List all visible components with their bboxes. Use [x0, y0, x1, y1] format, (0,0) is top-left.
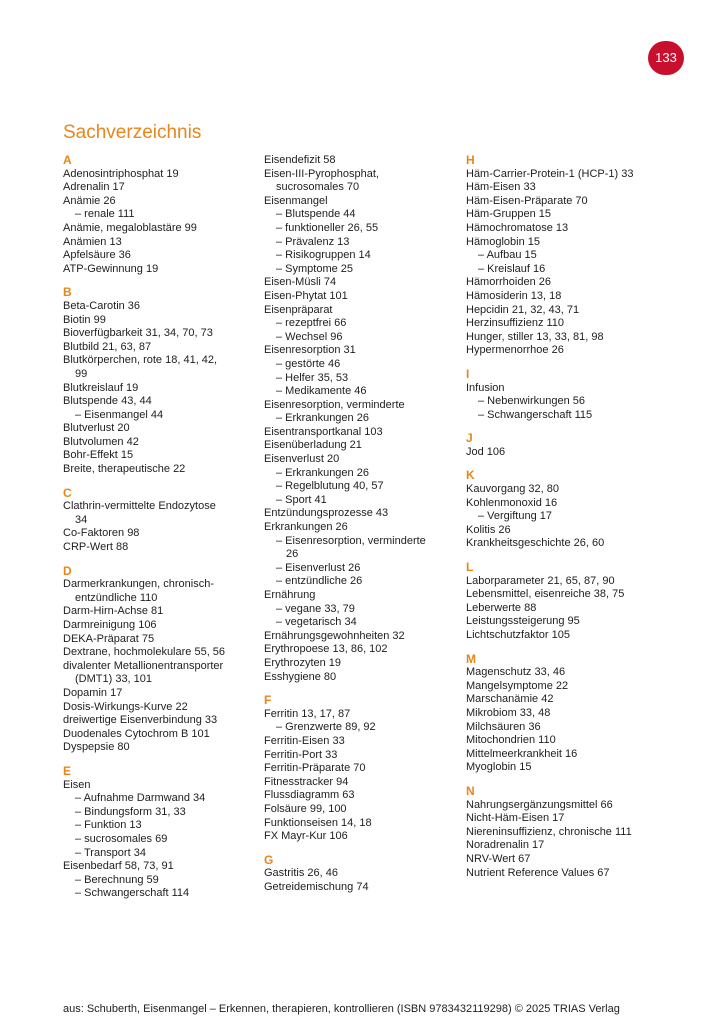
index-entry: Bohr-Effekt 15 [63, 449, 134, 462]
index-entry: Eisenüberladung 21 [264, 439, 362, 452]
index-entry: Blutverlust 20 [63, 422, 130, 435]
index-entry: Nicht-Häm-Eisen 17 [466, 812, 565, 825]
index-entry: Mitochondrien 110 [466, 734, 556, 747]
index-entry: Getreidemischung 74 [264, 880, 369, 893]
index-subentry: – Bindungsform 31, 33 [75, 805, 186, 818]
index-entry: Hämochromatose 13 [466, 221, 569, 234]
index-entry: Blutspende 43, 44 [63, 395, 152, 408]
index-subentry: – Funktion 13 [75, 819, 142, 832]
index-subentry: – Aufbau 15 [478, 249, 537, 262]
footer-citation: aus: Schuberth, Eisenmangel – Erkennen, therapieren, kontrollieren (ISBN 9783432119298) © 2025 TRIAS Verlag [63, 1003, 620, 1015]
index-letter-heading: A [63, 153, 72, 167]
index-subentry: – sucrosomales 69 [75, 832, 168, 845]
index-letter-heading: I [466, 366, 470, 381]
index-entry: Ferritin 13, 17, 87 [264, 707, 351, 720]
index-entry: Anämie, megaloblastäre 99 [63, 221, 197, 234]
index-subentry: – Regelblutung 40, 57 [276, 480, 384, 493]
index-subentry: – Kreislauf 16 [478, 262, 546, 275]
index-entry: Lebensmittel, eisenreiche 38, 75 [466, 588, 625, 601]
index-entry: Eisenbedarf 58, 73, 91 [63, 860, 174, 873]
index-subentry: – Vergiftung 17 [478, 510, 553, 523]
index-entry: Anämie 26 [63, 194, 116, 207]
index-entry: Eisenresorption 31 [264, 344, 356, 357]
index-letter-heading: G [264, 852, 274, 867]
index-entry: Hepcidin 21, 32, 43, 71 [466, 303, 580, 316]
index-entry: Hämosiderin 13, 18 [466, 289, 562, 302]
index-entry: Krankheitsgeschichte 26, 60 [466, 537, 605, 550]
index-subentry: – Transport 34 [75, 846, 146, 859]
index-entry: Apfelsäure 36 [63, 249, 131, 262]
index-entry: Infusion [466, 381, 505, 394]
section-gap [63, 276, 253, 286]
index-subentry: – Sport 41 [276, 493, 327, 506]
index-entry: Blutvolumen 42 [63, 435, 139, 448]
index-entry: Gastritis 26, 46 [264, 867, 338, 880]
index-subentry: – gestörte 46 [276, 357, 341, 370]
index-entry: Mikrobiom 33, 48 [466, 706, 551, 719]
index-entry: Bioverfügbarkeit 31, 34, 70, 73 [63, 327, 213, 340]
index-entry: Dosis-Wirkungs-Kurve 22 [63, 700, 188, 713]
index-entry: Kolitis 26 [466, 523, 511, 536]
index-entry: Milchsäuren 36 [466, 720, 541, 733]
index-entry: Häm-Carrier-Protein-1 (HCP-1) 33 [466, 167, 634, 180]
index-entry: divalenter Metallionentransporter [63, 659, 224, 672]
page-title: Sachverzeichnis [63, 122, 202, 143]
index-entry: Eisen-Phytat 101 [264, 289, 348, 302]
index-entry: Hämorrhoiden 26 [466, 276, 551, 289]
index-entry: Eisenpräparat [264, 303, 333, 316]
index-entry-continuation: (DMT1) 33, 101 [75, 673, 153, 686]
index-entry: FX Mayr-Kur 106 [264, 830, 348, 843]
index-subentry: – vegane 33, 79 [276, 602, 355, 615]
index-column-3 [466, 154, 656, 880]
index-entry: Eisen-III-Pyrophosphat, [264, 167, 379, 180]
index-entry: Häm-Eisen-Präparate 70 [466, 194, 588, 207]
index-entry: Noradrenalin 17 [466, 839, 545, 852]
index-entry: Biotin 99 [63, 313, 106, 326]
index-entry: Lichtschutzfaktor 105 [466, 629, 570, 641]
index-entry: Funktionseisen 14, 18 [264, 816, 372, 829]
index-entry: DEKA-Präparat 75 [63, 632, 155, 645]
section-gap [63, 555, 253, 565]
index-entry: Folsäure 99, 100 [264, 802, 347, 815]
index-entry: Darmerkrankungen, chronisch- [63, 578, 215, 591]
index-entry: Co-Faktoren 98 [63, 527, 140, 540]
index-entry: Erythrozyten 19 [264, 656, 342, 669]
index-entry: Esshygiene 80 [264, 670, 337, 683]
index-subentry: – Schwangerschaft 114 [75, 887, 190, 900]
index-entry: Myoglobin 15 [466, 761, 532, 774]
index-entry: Entzündungsprozesse 43 [264, 507, 389, 520]
index-letter-heading: F [264, 693, 272, 708]
index-letter-heading: M [466, 651, 476, 666]
index-entry: CRP-Wert 88 [63, 541, 129, 554]
index-subentry: – Symptome 25 [276, 262, 354, 275]
index-subentry: – Eisenresorption, verminderte [276, 534, 426, 547]
index-entry: Hämoglobin 15 [466, 235, 540, 248]
index-letter-heading: N [466, 783, 475, 798]
index-subentry: – rezeptfrei 66 [276, 317, 347, 330]
index-letter-heading: L [466, 560, 474, 575]
index-entry: Eisen [63, 778, 91, 791]
section-gap [466, 422, 656, 432]
index-entry: Kohlenmonoxid 16 [466, 496, 558, 509]
index-entry: Erkrankungen 26 [264, 521, 348, 534]
index-subentry: – entzündliche 26 [276, 575, 363, 588]
index-entry: Darmreinigung 106 [63, 619, 157, 631]
index-subentry: – Aufnahme Darmwand 34 [75, 792, 206, 805]
index-entry: Hypermenorrhoe 26 [466, 344, 564, 357]
index-entry-continuation: sucrosomales 70 [276, 181, 360, 194]
index-entry: Niereninsuffizienz, chronische 111 [466, 825, 632, 838]
index-letter-heading: D [63, 563, 72, 578]
index-entry: Clathrin-vermittelte Endozytose [63, 500, 216, 513]
index-entry: Dyspepsie 80 [63, 741, 130, 754]
index-subentry: – renale 111 [75, 208, 135, 221]
index-entry: Eisentransportkanal 103 [264, 425, 383, 438]
index-entry: Beta-Carotin 36 [63, 299, 141, 312]
index-entry: Ferritin-Präparate 70 [264, 762, 366, 775]
index-entry: Blutkreislauf 19 [63, 381, 139, 394]
index-entry: Leberwerte 88 [466, 601, 537, 614]
index-subentry: – Medikamente 46 [276, 385, 367, 398]
index-entry: Mangelsymptome 22 [466, 679, 569, 692]
index-entry: Eisendefizit 58 [264, 154, 336, 166]
index-subentry: – Helfer 35, 53 [276, 371, 349, 384]
index-entry: Kauvorgang 32, 80 [466, 483, 559, 496]
section-gap [264, 684, 454, 694]
index-subentry: – Schwangerschaft 115 [478, 408, 593, 421]
section-gap [466, 775, 656, 785]
index-entry: Leistungssteigerung 95 [466, 615, 580, 628]
index-entry: Breite, therapeutische 22 [63, 463, 186, 476]
index-letter-heading: K [466, 468, 475, 483]
index-entry: Eisenverlust 20 [264, 453, 340, 466]
index-letter-heading: H [466, 153, 475, 167]
index-entry: Häm-Eisen 33 [466, 181, 536, 194]
index-column-1 [63, 154, 253, 901]
index-entry-continuation: 26 [286, 548, 299, 561]
index-subentry: – Grenzwerte 89, 92 [276, 721, 376, 734]
index-entry: Adenosintriphosphat 19 [63, 167, 179, 180]
index-letter-heading: E [63, 763, 72, 778]
index-subentry: – Blutspende 44 [276, 208, 356, 221]
index-entry: Dextrane, hochmolekulare 55, 56 [63, 646, 226, 659]
index-entry: Flussdiagramm 63 [264, 789, 355, 802]
index-subentry: – vegetarisch 34 [276, 616, 357, 629]
index-entry: Blutkörperchen, rote 18, 41, 42, [63, 354, 218, 367]
index-entry: Marschanämie 42 [466, 693, 554, 706]
index-subentry: – Prävalenz 13 [276, 235, 350, 248]
index-entry: Mittelmeerkrankheit 16 [466, 747, 578, 760]
index-entry: Dopamin 17 [63, 686, 123, 699]
index-subentry: – Berechnung 59 [75, 873, 159, 886]
index-subentry: – Risikogruppen 14 [276, 249, 371, 262]
section-gap [63, 755, 253, 765]
index-entry: Ferritin-Port 33 [264, 748, 338, 761]
index-subentry: – funktioneller 26, 55 [276, 221, 379, 234]
index-entry: Darm-Hirn-Achse 81 [63, 605, 164, 618]
index-entry: Eisen-Müsli 74 [264, 276, 337, 289]
index-entry-continuation: 34 [75, 513, 88, 526]
index-entry: Laborparameter 21, 65, 87, 90 [466, 574, 615, 587]
section-gap [466, 643, 656, 653]
index-subentry: – Erkrankungen 26 [276, 412, 369, 425]
index-entry: Erythropoese 13, 86, 102 [264, 643, 388, 656]
index-entry: Anämien 13 [63, 235, 122, 248]
section-gap [466, 358, 656, 368]
index-entry: Eisenresorption, verminderte [264, 398, 405, 411]
index-letter-heading: J [466, 431, 473, 446]
index-entry: Blutbild 21, 63, 87 [63, 340, 152, 353]
section-gap [466, 551, 656, 561]
index-entry-continuation: 99 [75, 367, 88, 380]
index-subentry: – Nebenwirkungen 56 [478, 395, 586, 408]
index-entry: Häm-Gruppen 15 [466, 208, 551, 221]
index-entry: Magenschutz 33, 46 [466, 666, 566, 679]
index-letter-heading: C [63, 485, 72, 500]
index-entry: Eisenmangel [264, 194, 328, 207]
index-entry: NRV-Wert 67 [466, 852, 531, 865]
index-entry: Ernährungsgewohnheiten 32 [264, 629, 405, 642]
index-subentry: – Eisenmangel 44 [75, 408, 164, 421]
page-number-badge: 133 [648, 41, 684, 75]
index-letter-heading: B [63, 285, 72, 300]
section-gap [63, 477, 253, 487]
index-entry: Hunger, stiller 13, 33, 81, 98 [466, 330, 604, 343]
index-entry: Adrenalin 17 [63, 181, 125, 194]
index-subentry: – Wechsel 96 [276, 330, 343, 343]
index-entry: Fitnesstracker 94 [264, 775, 349, 788]
index-subentry: – Erkrankungen 26 [276, 466, 369, 479]
index-entry: ATP-Gewinnung 19 [63, 262, 159, 275]
index-entry: Ferritin-Eisen 33 [264, 734, 345, 747]
index-entry: dreiwertige Eisenverbindung 33 [63, 714, 218, 727]
index-entry: Nahrungsergänzungsmittel 66 [466, 798, 613, 811]
section-gap [264, 844, 454, 854]
index-entry: Herzinsuffizienz 110 [466, 317, 565, 330]
section-gap [466, 459, 656, 469]
index-entry-continuation: entzündliche 110 [75, 591, 158, 604]
index-entry: Duodenales Cytochrom B 101 [63, 727, 210, 740]
index-entry: Nutrient Reference Values 67 [466, 866, 610, 879]
index-subentry: – Eisenverlust 26 [276, 561, 361, 574]
index-column-2 [264, 154, 454, 894]
index-entry: Ernährung [264, 589, 316, 601]
index-entry: Jod 106 [466, 445, 506, 458]
